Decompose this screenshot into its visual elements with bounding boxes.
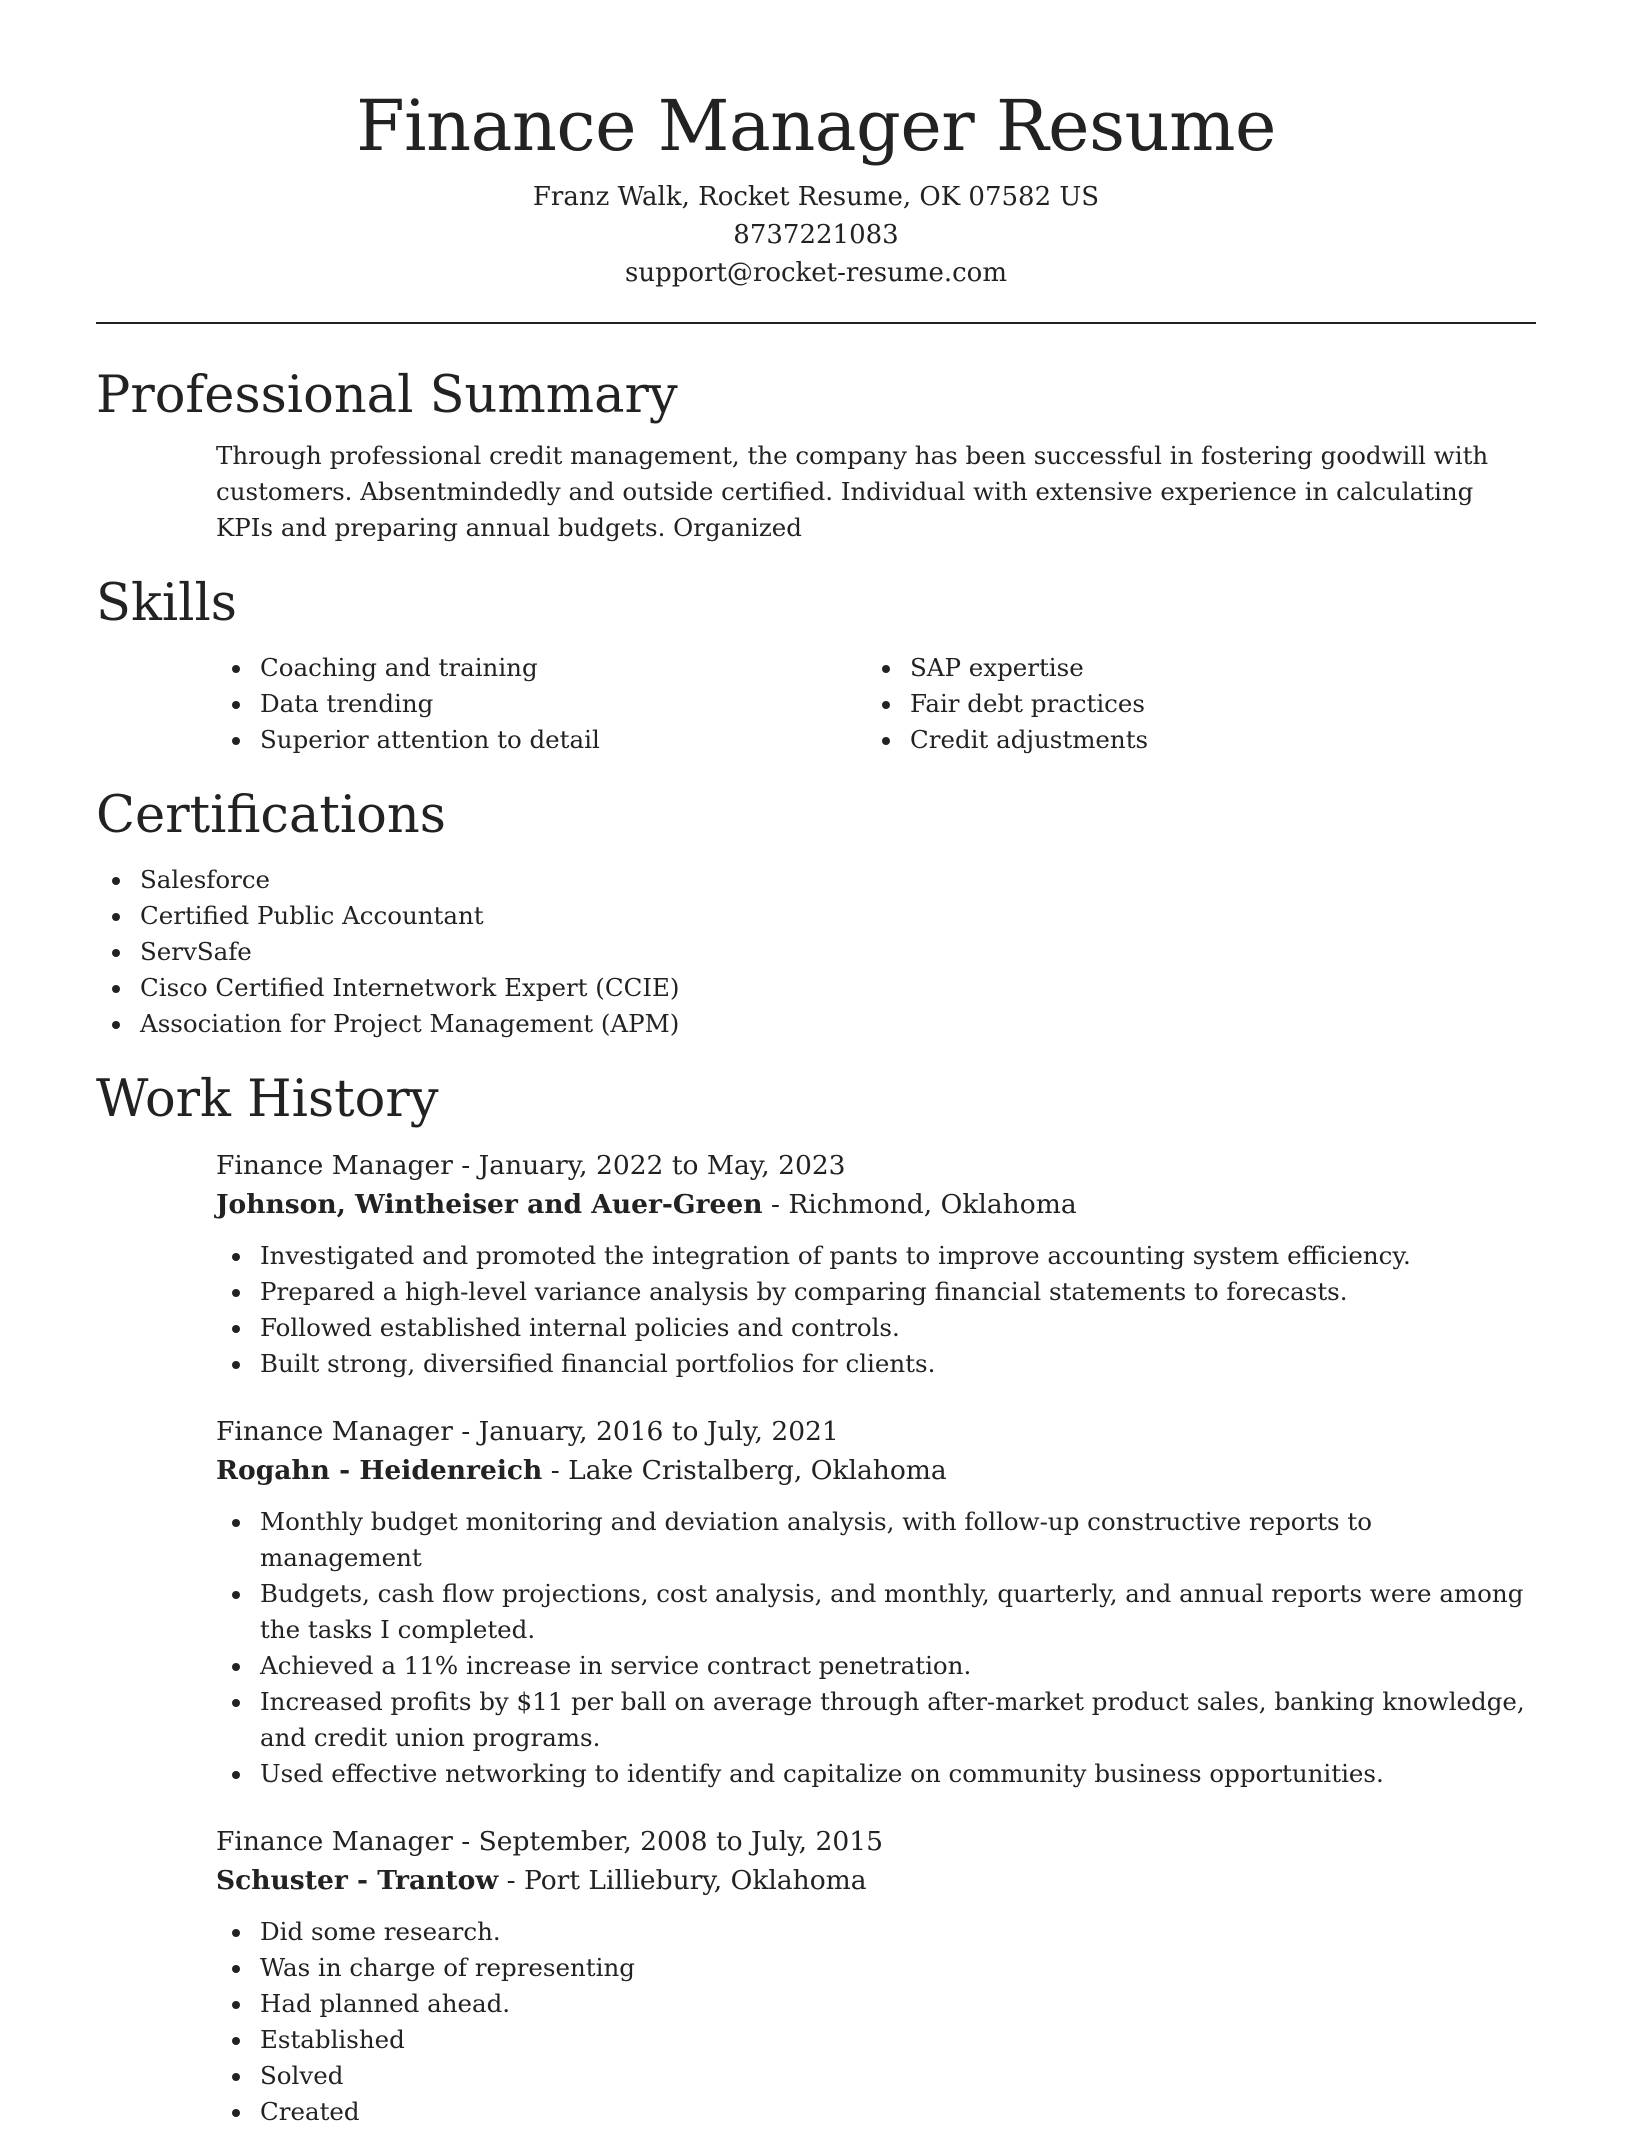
- job-title-line: [216, 1146, 1536, 1185]
- skills-section: [96, 572, 1536, 758]
- skill-item: SAP expertise: [866, 650, 1516, 686]
- job-bullet: Followed established internal policies and controls.: [216, 1310, 1536, 1346]
- phone-text: 8737221083: [733, 220, 899, 250]
- skill-item: Coaching and training: [216, 650, 866, 686]
- certification-item: Salesforce: [96, 862, 1536, 898]
- certifications-heading: Certifications: [96, 786, 446, 845]
- job-bullet: Prepared a high-level variance analysis by comparing financial statements to forecasts.: [216, 1274, 1536, 1310]
- certification-item: Cisco Certified Internetwork Expert (CCIE): [96, 970, 1536, 1006]
- job-title-line: [216, 1412, 1536, 1451]
- job-company: Schuster - Trantow: [216, 1865, 499, 1896]
- certifications-section: [96, 784, 1536, 1042]
- certification-item: ServSafe: [96, 934, 1536, 970]
- job-title: Finance Manager - September, 2008 to July, 2015: [216, 1826, 883, 1857]
- job-bullet: Investigated and promoted the integration of pants to improve accounting system efficiency.: [216, 1238, 1536, 1274]
- summary-text: Through professional credit management, the company has been successful in fostering goodwill with customers. Absentmindedly and outside certified. Individual with extensive experience in calculating KPIs and preparing annual budgets. Organized: [216, 441, 1489, 542]
- certification-item: Association for Project Management (APM): [96, 1006, 1536, 1042]
- header-divider: [96, 322, 1536, 324]
- job-bullet: Created: [216, 2094, 1536, 2130]
- job-bullet: Had planned ahead.: [216, 1986, 1536, 2022]
- job-bullet: Solved: [216, 2058, 1536, 2094]
- job-company-line: [216, 1861, 1536, 1900]
- job-bullet: Built strong, diversified financial portfolios for clients.: [216, 1346, 1536, 1382]
- summary-section: [96, 364, 1536, 546]
- job-bullet: Monthly budget monitoring and deviation analysis, with follow-up constructive reports to management: [216, 1504, 1536, 1576]
- skill-item: Credit adjustments: [866, 722, 1516, 758]
- skills-list-right: [866, 650, 1516, 758]
- job-bullet: Used effective networking to identify and capitalize on community business opportunities.: [216, 1756, 1536, 1792]
- skill-item: Fair debt practices: [866, 686, 1516, 722]
- certifications-list: [96, 862, 1536, 1042]
- work-history-heading: Work History: [96, 1070, 439, 1129]
- job-bullet: Was in charge of representing: [216, 1950, 1536, 1986]
- skill-item: Superior attention to detail: [216, 722, 866, 758]
- job-bullets: [216, 1504, 1536, 1792]
- page-title: Finance Manager Resume: [356, 85, 1276, 167]
- job-entry: [216, 1822, 1536, 2130]
- job-location: - Lake Cristalberg, Oklahoma: [542, 1455, 947, 1486]
- job-company-line: [216, 1185, 1536, 1224]
- job-location: - Port Lilliebury, Oklahoma: [498, 1865, 867, 1896]
- job-company: Rogahn - Heidenreich: [216, 1455, 543, 1486]
- job-bullet: Did some research.: [216, 1914, 1536, 1950]
- job-entry: [216, 1146, 1536, 1382]
- contact-info: [0, 178, 1632, 292]
- job-bullets: [216, 1238, 1536, 1382]
- summary-heading: Professional Summary: [96, 366, 678, 425]
- skills-list-left: [216, 650, 866, 758]
- job-title-line: [216, 1822, 1536, 1861]
- job-entry: [216, 1412, 1536, 1792]
- skills-grid: [216, 650, 1536, 758]
- job-bullet: Established: [216, 2022, 1536, 2058]
- work-history-section: [96, 1068, 1536, 2130]
- job-title: Finance Manager - January, 2022 to May, 2023: [216, 1150, 846, 1181]
- skills-heading: Skills: [96, 574, 237, 633]
- resume-header: [0, 0, 1632, 292]
- job-company: Johnson, Wintheiser and Auer-Green: [216, 1189, 763, 1220]
- job-title: Finance Manager - January, 2016 to July, 2021: [216, 1416, 839, 1447]
- skill-item: Data trending: [216, 686, 866, 722]
- address-text: Franz Walk, Rocket Resume, OK 07582 US: [532, 182, 1100, 212]
- job-bullet: Increased profits by $11 per ball on average through after-market product sales, banking knowledge, and credit union programs.: [216, 1684, 1536, 1756]
- job-location: - Richmond, Oklahoma: [762, 1189, 1077, 1220]
- job-bullet: Budgets, cash flow projections, cost analysis, and monthly, quarterly, and annual reports were among the tasks I completed.: [216, 1576, 1536, 1648]
- job-company-line: [216, 1451, 1536, 1490]
- certification-item: Certified Public Accountant: [96, 898, 1536, 934]
- job-bullets: [216, 1914, 1536, 2130]
- email-link[interactable]: support@rocket-resume.com: [624, 258, 1007, 288]
- job-bullet: Achieved a 11% increase in service contract penetration.: [216, 1648, 1536, 1684]
